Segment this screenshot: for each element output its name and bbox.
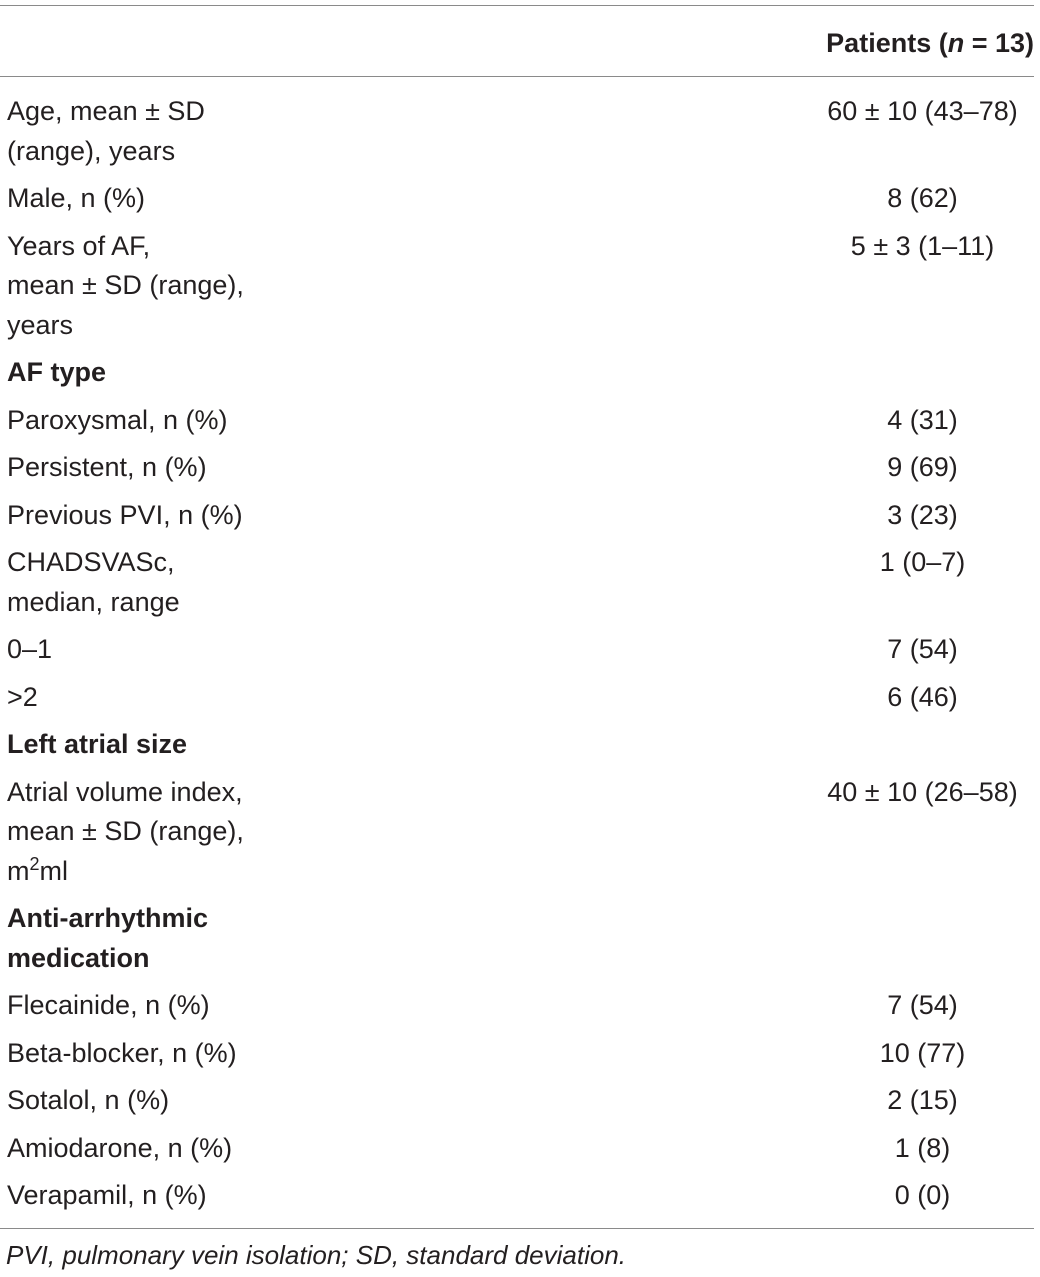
section-header-row [0, 353, 1040, 401]
unit-tail: ml [39, 855, 69, 886]
table-row [0, 179, 1040, 227]
row-label-text: Verapamil, n (%) [7, 1180, 207, 1210]
table-row [0, 1081, 1040, 1129]
table-row [0, 1176, 1040, 1224]
row-label-text: Previous PVI, n (%) [7, 499, 243, 530]
row-label [0, 179, 297, 219]
table-row [0, 401, 1040, 449]
table-header-rule [0, 76, 1034, 77]
row-value: 4 (31) [887, 404, 958, 435]
table-row [0, 678, 1040, 726]
row-label-text: CHADSVASc, median, range [7, 547, 180, 617]
row-label-text: Atrial volume index, mean ± SD (range), [7, 776, 244, 846]
row-value: 40 ± 10 (26–58) [827, 776, 1018, 807]
section-label [0, 899, 297, 978]
section-header-row [0, 899, 1040, 986]
row-label [0, 1129, 297, 1169]
unit-base: m [7, 855, 30, 886]
row-value: 2 (15) [887, 1085, 958, 1115]
unit-superscript: 2 [29, 853, 40, 874]
row-label-text: Paroxysmal, n (%) [7, 404, 228, 435]
row-label-text: Anti-arrhythmic medication [7, 903, 209, 973]
row-label [0, 401, 297, 441]
row-value: 9 (69) [887, 452, 958, 482]
row-value: 6 (46) [887, 681, 958, 712]
row-label [0, 1034, 297, 1074]
row-label-text: Persistent, n (%) [7, 452, 207, 482]
table-row [0, 496, 1040, 544]
row-label [0, 92, 297, 171]
table-row [0, 227, 1040, 354]
row-label-text: Beta-blocker, n (%) [7, 1037, 237, 1068]
row-value: 1 (8) [894, 1132, 951, 1163]
row-value: 7 (54) [887, 990, 958, 1020]
row-label [0, 1081, 297, 1121]
row-label [0, 1176, 297, 1216]
table-row [0, 448, 1040, 496]
section-header-row [0, 725, 1040, 773]
row-label-text: Age, mean ± SD (range), years [7, 96, 205, 166]
table-body [0, 92, 1040, 1224]
table-row [0, 986, 1040, 1034]
column-header-patients [826, 26, 1034, 60]
row-value: 7 (54) [887, 634, 958, 664]
section-label [0, 725, 297, 765]
table-bottom-rule [0, 1228, 1034, 1229]
row-label-text: AF type [7, 357, 107, 387]
row-label-text: Flecainide, n (%) [7, 990, 210, 1020]
row-value: 0 (0) [894, 1180, 951, 1210]
row-label-text: 0–1 [7, 634, 53, 664]
table-row [0, 630, 1040, 678]
row-label [0, 678, 297, 718]
row-value: 3 (23) [887, 499, 958, 530]
table-top-rule [0, 5, 1034, 6]
row-value: 1 (0–7) [879, 547, 966, 577]
row-label-text: Sotalol, n (%) [7, 1085, 170, 1115]
row-label-text: >2 [7, 681, 38, 712]
row-label-text: Amiodarone, n (%) [7, 1132, 233, 1163]
table-row [0, 1034, 1040, 1082]
column-header-n: n [947, 28, 965, 58]
row-label [0, 448, 297, 488]
column-header-suffix: = 13) [964, 28, 1034, 58]
row-label [0, 227, 297, 346]
row-label [0, 986, 297, 1026]
row-label [0, 543, 297, 622]
column-header-prefix: Patients ( [826, 28, 948, 58]
row-label [0, 773, 297, 892]
table-row [0, 773, 1040, 900]
section-label [0, 353, 297, 393]
row-label-text: Years of AF, mean ± SD (range), years [7, 230, 244, 340]
table-footnote: PVI, pulmonary vein isolation; SD, standard deviation. [6, 1240, 627, 1270]
row-label-text: Left atrial size [7, 729, 188, 759]
row-value: 5 ± 3 (1–11) [850, 230, 995, 261]
row-label [0, 630, 297, 670]
row-value: 10 (77) [879, 1037, 966, 1068]
row-value: 60 ± 10 (43–78) [827, 96, 1018, 126]
row-label-text: Male, n (%) [7, 183, 146, 213]
row-label [0, 496, 297, 536]
table-row [0, 92, 1040, 179]
table-row [0, 1129, 1040, 1177]
table-row [0, 543, 1040, 630]
row-value: 8 (62) [887, 183, 958, 213]
